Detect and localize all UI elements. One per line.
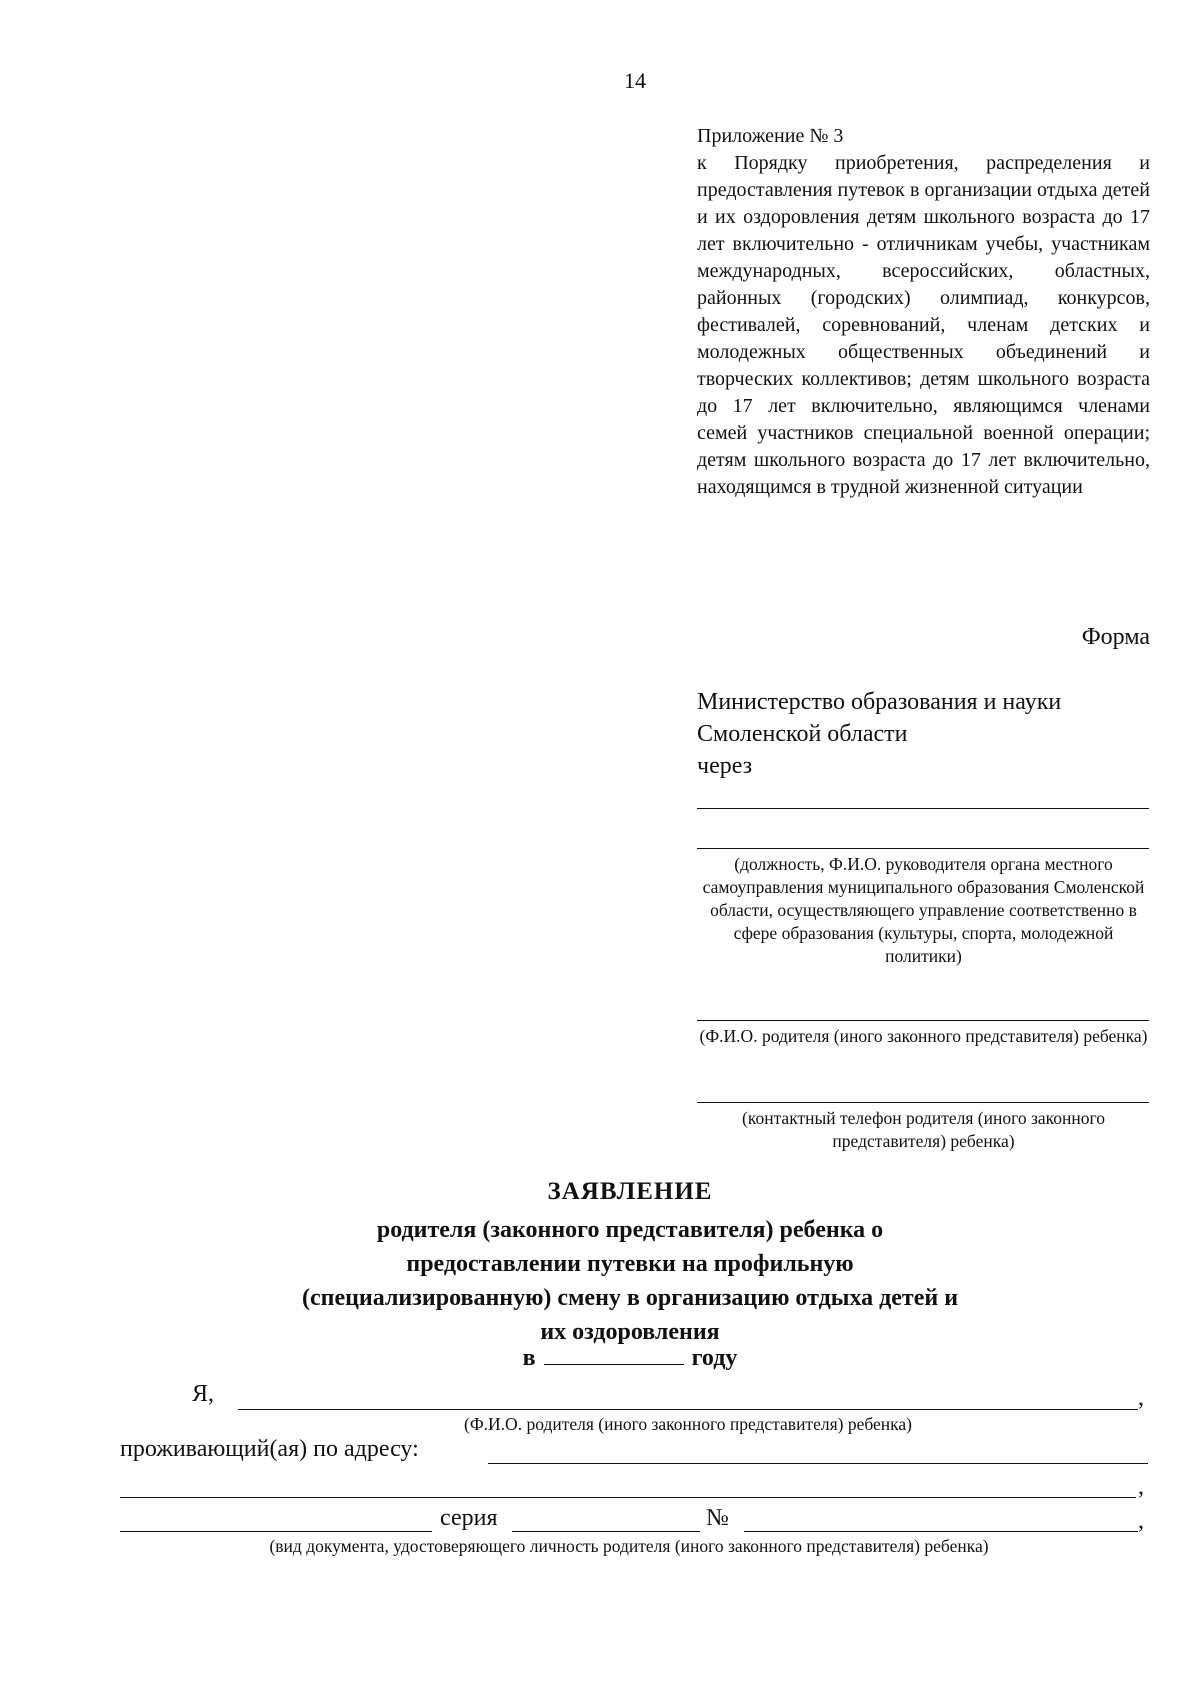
address-line-2[interactable]	[120, 1497, 1136, 1498]
document-heading: ЗАЯВЛЕНИЕ	[547, 1178, 713, 1205]
document-type-caption: (вид документа, удостоверяющего личность родителя (иного законного представителя) ребенка)	[269, 1536, 989, 1556]
annex-title: Приложение № 3	[697, 125, 844, 147]
applicant-name-caption: (Ф.И.О. родителя (иного законного представителя) ребенка)	[464, 1414, 912, 1434]
series-label: серия	[440, 1505, 498, 1531]
addressee-line-2: Смоленской области	[697, 721, 908, 747]
address-comma: ,	[1138, 1474, 1144, 1500]
parent-name-caption: (Ф.И.О. родителя (иного законного представителя) ребенка)	[699, 1026, 1148, 1046]
annex-block	[697, 123, 1150, 501]
address-label: проживающий(ая) по адресу:	[120, 1436, 419, 1462]
annex-text: к Порядку приобретения, распределения и предоставления путевок в организации отдыха детей и их оздоровления детям школьного возраста до 17 лет включительно - отличникам учебы, участникам международных, всероссийских, областных, районных (городских) олимпиад, конкурсов, фестивалей, соревнований, членам детских и молодежных общественных объединений и творческих коллективов; детям школьного возраста до 17 лет включительно, являющимся членами семей участников специальной военной операции; детям школьного возраста до 17 лет включительно, находящимся в трудной жизненной ситуации	[697, 152, 1150, 498]
applicant-name-comma: ,	[1138, 1385, 1144, 1411]
parent-phone-caption: (контактный телефон родителя (иного законного представителя) ребенка)	[742, 1108, 1105, 1151]
official-caption: (должность, Ф.И.О. руководителя органа местного самоуправления муниципального образования Смоленской области, осуществляющего управление соответственно в сфере образования (культуры, спорта, молодежной политики)	[702, 854, 1145, 966]
document-number-comma: ,	[1138, 1508, 1144, 1534]
addressee-line-1: Министерство образования и науки	[697, 689, 1062, 715]
document-type-line[interactable]	[120, 1531, 432, 1532]
official-line-1[interactable]	[697, 808, 1149, 809]
i-label: Я,	[192, 1381, 215, 1407]
addressee-line-3: через	[697, 753, 753, 779]
document-subheading: родителя (законного представителя) ребенка о предоставлении путевки на профильную (специализированную) смену в организацию отдыха детей и их оздоровления	[301, 1217, 959, 1345]
year-prefix: в	[522, 1345, 536, 1371]
document-number-line[interactable]	[744, 1531, 1138, 1532]
page-number: 14	[624, 68, 646, 93]
applicant-name-line[interactable]	[238, 1409, 1138, 1410]
parent-phone-line[interactable]	[697, 1102, 1149, 1103]
official-line-2[interactable]	[697, 848, 1149, 849]
document-series-line[interactable]	[512, 1531, 700, 1532]
address-line-1[interactable]	[488, 1463, 1148, 1464]
addressee-block	[697, 686, 1150, 782]
heading-year-line	[300, 1344, 960, 1372]
year-field[interactable]	[544, 1344, 684, 1365]
year-suffix: году	[691, 1345, 738, 1371]
parent-name-line[interactable]	[697, 1020, 1149, 1021]
number-label: №	[706, 1505, 729, 1531]
form-label: Форма	[1081, 624, 1150, 650]
